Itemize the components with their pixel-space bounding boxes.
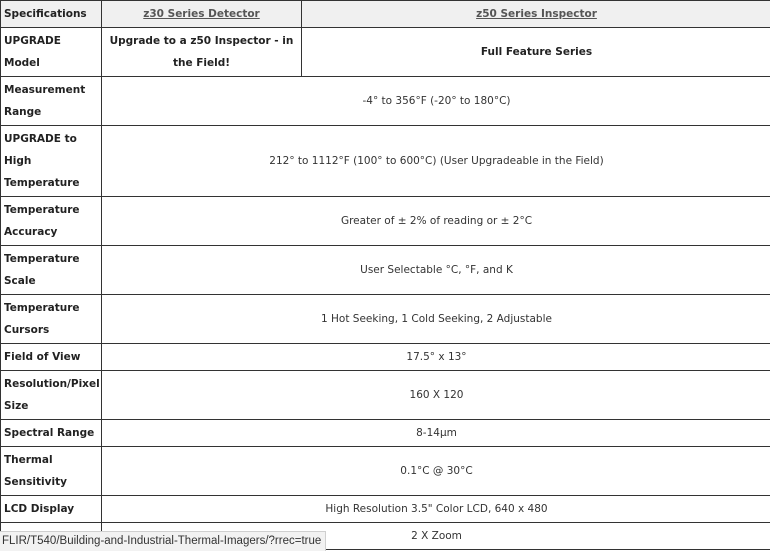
row-value: User Selectable °C, °F, and K [102,246,770,295]
table-row [1,344,770,371]
z30-upgrade-cell: Upgrade to a z50 Inspector - in the Field! [102,28,302,77]
row-label: Measurement Range [1,77,102,126]
row-label: Temperature Scale [1,246,102,295]
row-value: -4° to 356°F (-20° to 180°C) [102,77,770,126]
table-row [1,420,770,447]
table-row [1,77,770,126]
row-value: 2 X Zoom [102,523,770,550]
header-row [1,1,770,28]
row-label: LCD Display [1,496,102,523]
table-row [1,295,770,344]
row-label: Resolution/Pixel Size [1,371,102,420]
table-row [1,496,770,523]
row-value: 160 X 120 [102,371,770,420]
z50-series-link[interactable]: z50 Series Inspector [476,8,597,20]
row-value: 1 Hot Seeking, 1 Cold Seeking, 2 Adjustable [102,295,770,344]
status-bar-url: FLIR/T540/Building-and-Industrial-Thermal-Imagers/?rrec=true [0,531,326,551]
table-row [1,126,770,197]
row-value: 212° to 1112°F (100° to 600°C) (User Upgradeable in the Field) [102,126,770,197]
row-label: UPGRADE Model [1,28,102,77]
row-value: 0.1°C @ 30°C [102,447,770,496]
row-label: Temperature Cursors [1,295,102,344]
table-row [1,197,770,246]
table-row [1,447,770,496]
row-label: Field of View [1,344,102,371]
row-value: High Resolution 3.5" Color LCD, 640 x 480 [102,496,770,523]
z30-series-link[interactable]: z30 Series Detector [143,8,259,20]
header-z50 [302,1,770,28]
z50-full-cell: Full Feature Series [302,28,770,77]
row-label: Spectral Range [1,420,102,447]
row-value: 17.5° x 13° [102,344,770,371]
table-row [1,28,770,77]
row-label: Thermal Sensitivity [1,447,102,496]
table-row [1,371,770,420]
header-specifications: Specifications [1,1,102,28]
row-label: Temperature Accuracy [1,197,102,246]
row-value: Greater of ± 2% of reading or ± 2°C [102,197,770,246]
row-value: 8-14µm [102,420,770,447]
row-label: UPGRADE to High Temperature [1,126,102,197]
header-z30 [102,1,302,28]
table-row [1,246,770,295]
